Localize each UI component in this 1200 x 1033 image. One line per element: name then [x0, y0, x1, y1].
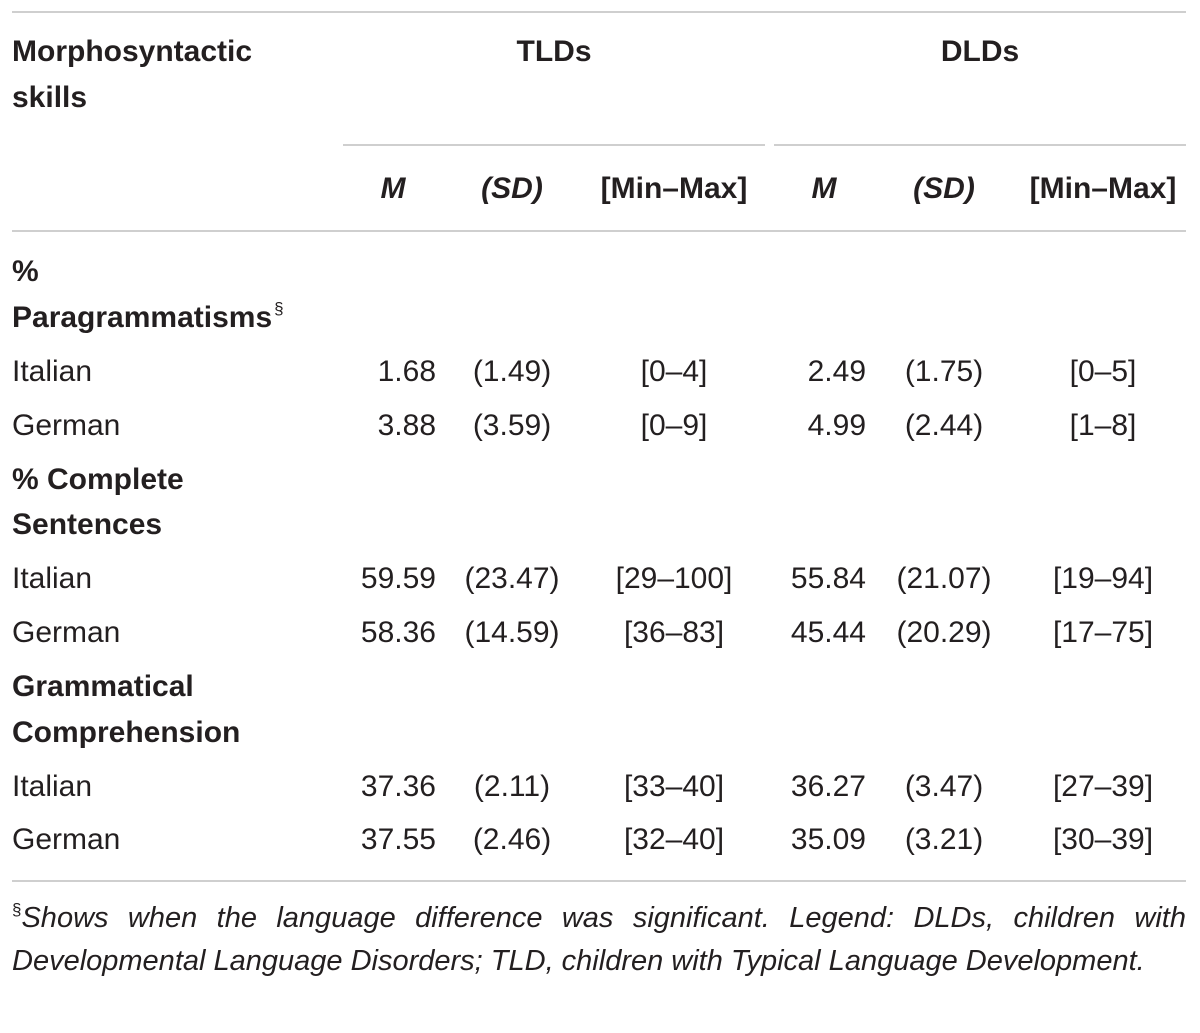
row-label-header-line1: Morphosyntactic [12, 35, 253, 68]
tld-sd: (3.59) [472, 409, 552, 442]
dld-sd: (2.44) [904, 409, 984, 442]
tld-sd: (2.11) [473, 770, 551, 803]
tld-sd-header: (SD) [481, 172, 543, 205]
dld-range: [1–8] [1069, 409, 1137, 442]
tld-mean: 1.68 [377, 355, 436, 388]
dld-sd: (3.47) [904, 770, 984, 803]
section-title-line2: Comprehension [12, 716, 241, 749]
tld-range-header: [Min–Max] [600, 172, 748, 205]
row-label: German [12, 823, 121, 856]
section-title-line1: Grammatical [12, 670, 194, 703]
dld-mean: 36.27 [790, 770, 866, 803]
row-label: German [12, 409, 121, 442]
footnote-symbol: § [12, 900, 22, 919]
significance-marker: § [274, 299, 284, 318]
tld-mean: 37.36 [360, 770, 436, 803]
section-title-line2: Sentences [12, 508, 163, 541]
dld-mean-header: M [811, 172, 837, 205]
dld-range: [19–94] [1052, 562, 1154, 595]
row-label: Italian [12, 355, 93, 388]
dld-group-rule [774, 144, 1186, 146]
row-label: Italian [12, 562, 93, 595]
top-rule [12, 11, 1186, 13]
tld-mean-header: M [380, 172, 406, 205]
tld-range: [36–83] [623, 616, 725, 649]
row-label: German [12, 616, 121, 649]
tld-sd: (1.49) [472, 355, 552, 388]
tld-sd: (14.59) [464, 616, 560, 649]
dld-group-header: DLDs [940, 35, 1020, 68]
tld-range: [29–100] [615, 562, 733, 595]
dld-mean: 4.99 [807, 409, 866, 442]
tld-range: [33–40] [623, 770, 725, 803]
tld-mean: 58.36 [360, 616, 436, 649]
dld-range: [17–75] [1052, 616, 1154, 649]
tld-range: [0–4] [640, 355, 708, 388]
dld-sd: (1.75) [904, 355, 984, 388]
dld-range: [0–5] [1069, 355, 1137, 388]
tld-mean: 37.55 [360, 823, 436, 856]
tld-range: [32–40] [623, 823, 725, 856]
dld-mean: 45.44 [790, 616, 866, 649]
section-title-line1: % [12, 255, 39, 288]
dld-range-header: [Min–Max] [1029, 172, 1177, 205]
tld-mean: 59.59 [360, 562, 436, 595]
section-title-line1: % Complete [12, 463, 184, 496]
row-label: Italian [12, 770, 93, 803]
section-title-line2 [12, 301, 284, 335]
tld-range: [0–9] [640, 409, 708, 442]
dld-sd: (20.29) [896, 616, 992, 649]
dld-range: [30–39] [1052, 823, 1154, 856]
section-title-text: Paragrammatisms [12, 301, 273, 334]
dld-range: [27–39] [1052, 770, 1154, 803]
footnote-text: Shows when the language difference was significant. Legend: DLDs, children with Developmental Language Disorders; TLD, children with Typical Language Development. [12, 902, 1186, 977]
tld-group-header: TLDs [516, 35, 592, 68]
tld-sd: (2.46) [472, 823, 552, 856]
table-footnote [12, 897, 1186, 983]
dld-sd: (21.07) [896, 562, 992, 595]
tld-mean: 3.88 [377, 409, 436, 442]
tld-group-rule [343, 144, 765, 146]
tld-sd: (23.47) [464, 562, 560, 595]
dld-mean: 55.84 [790, 562, 866, 595]
dld-mean: 35.09 [790, 823, 866, 856]
dld-sd: (3.21) [904, 823, 984, 856]
table-bottom-rule [12, 880, 1186, 882]
dld-mean: 2.49 [807, 355, 866, 388]
header-bottom-rule [12, 230, 1186, 232]
dld-sd-header: (SD) [913, 172, 975, 205]
row-label-header-line2: skills [12, 81, 88, 114]
